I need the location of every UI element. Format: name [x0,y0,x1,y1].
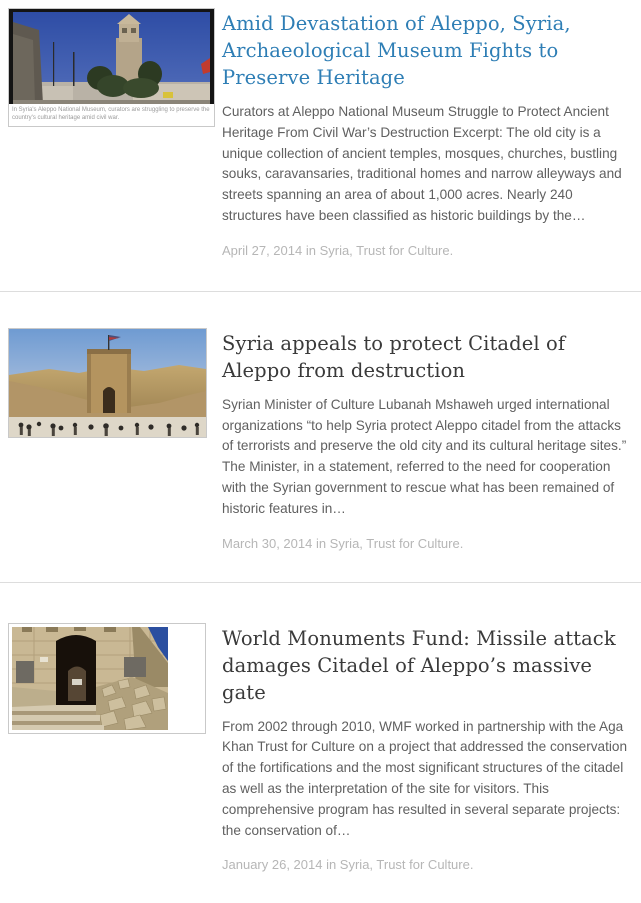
article-title-link[interactable]: Amid Devastation of Aleppo, Syria, Archaeological Museum Fights to Preserve Heritage [222,12,571,89]
article-thumbnail[interactable] [8,8,215,127]
citadel-gate-image [12,627,168,730]
article-thumbnail[interactable] [8,623,206,734]
article-meta: March 30, 2014 in Syria, Trust for Culture. [222,535,464,551]
article-title [222,330,634,384]
article-title [222,10,634,91]
clock-tower-photo [9,9,214,104]
article-content [222,328,634,552]
article-thumbnail-column [8,623,222,734]
article-item [0,292,641,582]
article-excerpt: Curators at Aleppo National Museum Struggle to Protect Ancient Heritage From Civil War’s Destruction Excerpt: The old city is a unique collection of ancient temples, mosques, churches, bustling souks, caravansaries, traditional homes and narrow alleyways and streets spanning an area of about 1,000 acres. Nearly 240 structures have been classified as historic buildings by the… [222,104,622,223]
citadel-entrance-image [9,329,206,437]
article-title [222,625,634,706]
article-meta: April 27, 2014 in Syria, Trust for Culture. [222,242,454,258]
article-content [222,8,634,259]
article-item [0,0,641,291]
clock-tower-image [13,12,210,104]
article-title-link[interactable]: Syria appeals to protect Citadel of Aleppo from destruction [222,331,566,382]
article-thumbnail-column [8,8,222,127]
article-item [0,583,641,903]
article-content [222,623,634,874]
article-thumbnail[interactable] [8,328,207,438]
article-excerpt: From 2002 through 2010, WMF worked in partnership with the Aga Khan Trust for Culture on a project that addressed the conservation of the fortifications and the most significant structures of the citadel as well as the interpretation of the site for visitors. This comprehensive program has resulted in several separate projects: the conservation of… [222,718,628,838]
article-title-link[interactable]: World Monuments Fund: Missile attack damages Citadel of Aleppo’s massive gate [222,626,616,704]
article-excerpt: Syrian Minister of Culture Lubanah Mshaweh urged international organizations “to help Syria protect Aleppo citadel from the attacks of terrorists and preserve the old city and its cultural heritage sites.” The Minister, in a statement, referred to the need for cooperation with the Syrian government to rescue what has been remained of historic features in… [222,396,627,516]
thumbnail-caption: In Syria's Aleppo National Museum, curators are struggling to preserve the country's cultural heritage amid civil war. [12,107,210,121]
article-meta: January 26, 2014 in Syria, Trust for Culture. [222,857,474,873]
article-thumbnail-column [8,328,222,438]
